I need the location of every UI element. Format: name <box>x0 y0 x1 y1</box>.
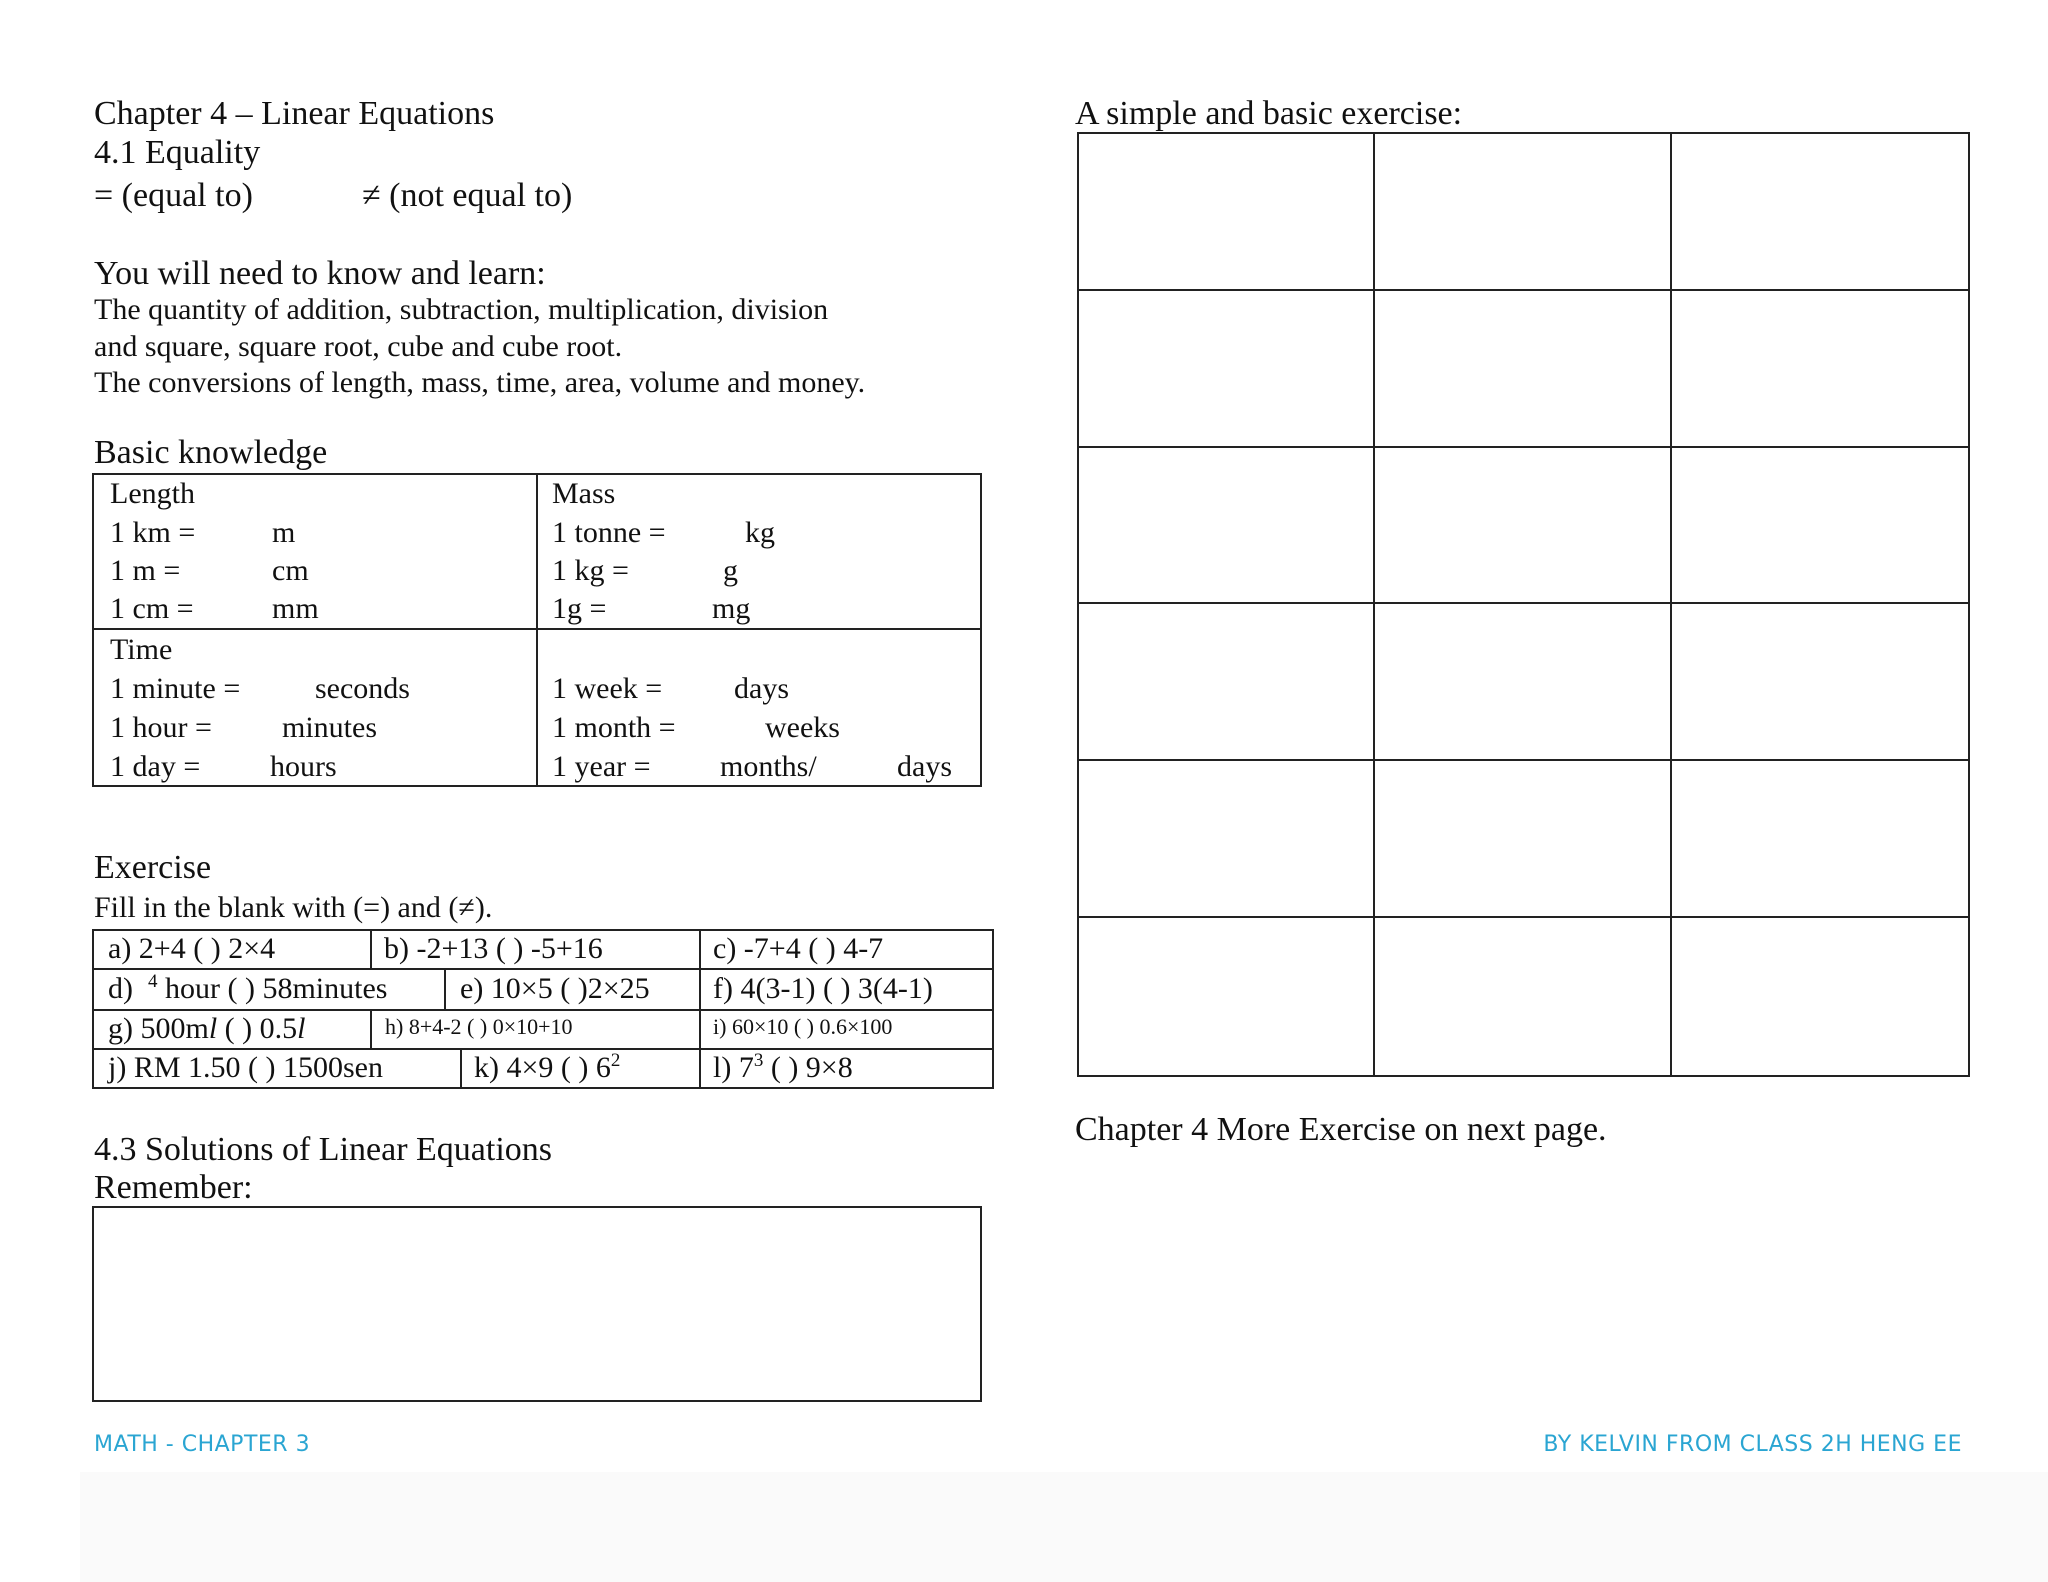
time-row-3-unit: hours <box>270 750 337 783</box>
exercise-k <box>474 1050 620 1086</box>
table-divider <box>444 968 446 1011</box>
exercise-l <box>713 1050 853 1086</box>
calendar-row-2-label: 1 month = <box>552 711 676 744</box>
time-row-3-label: 1 day = <box>110 750 201 783</box>
simple-exercise-heading: A simple and basic exercise: <box>1075 95 1463 132</box>
length-row-1-label: 1 km = <box>110 516 196 549</box>
table-divider <box>536 473 538 787</box>
mass-row-1-label: 1 tonne = <box>552 516 666 549</box>
exercise-g-unit-2: l <box>297 1012 306 1045</box>
exercise-k-exponent: 2 <box>610 1050 621 1071</box>
mass-row-3-label: 1g = <box>552 592 607 625</box>
exercise-g-pre: g) 500m <box>108 1012 209 1045</box>
calendar-row-1-unit: days <box>734 672 789 705</box>
calendar-row-3-unit-2: days <box>897 750 952 783</box>
know-line-2: and square, square root, cube and cube root. <box>94 330 623 363</box>
length-row-3-unit: mm <box>272 592 319 625</box>
exercise-l-text: l) 7 <box>713 1051 754 1084</box>
grid-cell <box>1672 291 1968 448</box>
table-divider <box>460 1048 462 1089</box>
exercise-f: f) 4(3-1) ( ) 3(4-1) <box>713 972 933 1005</box>
chapter-title: Chapter 4 – Linear Equations <box>94 95 495 132</box>
grid-cell <box>1672 448 1968 605</box>
grid-cell <box>1375 761 1671 918</box>
remember-box <box>92 1206 982 1402</box>
table-divider <box>370 929 372 970</box>
grid-cell <box>1375 291 1671 448</box>
footer-left: MATH - CHAPTER 3 <box>94 1432 311 1457</box>
mass-row-3-unit: mg <box>712 592 751 625</box>
length-row-2-unit: cm <box>272 554 309 587</box>
exercise-d-text: hour ( ) 58minutes <box>157 972 388 1005</box>
exercise-a: a) 2+4 ( ) 2×4 <box>108 932 276 965</box>
exercise-g-mid: ( ) 0.5 <box>217 1012 298 1045</box>
grid-cell <box>1672 604 1968 761</box>
table-divider <box>699 968 701 1011</box>
page-bottom-shade <box>80 1472 2048 1582</box>
footer-right: BY KELVIN FROM CLASS 2H HENG EE <box>1543 1432 1962 1457</box>
table-divider <box>699 1048 701 1089</box>
exercise-b: b) -2+13 ( ) -5+16 <box>384 932 603 965</box>
grid-cell <box>1375 604 1671 761</box>
not-equal-sign-text: ≠ (not equal to) <box>362 177 573 214</box>
know-heading: You will need to know and learn: <box>94 255 546 292</box>
exercise-d-fraction: 4 <box>148 971 158 992</box>
calendar-row-3-label: 1 year = <box>552 750 651 783</box>
table-divider <box>699 1009 701 1050</box>
mass-title: Mass <box>552 477 616 510</box>
know-line-1: The quantity of addition, subtraction, multiplication, division <box>94 293 829 326</box>
length-row-2-label: 1 m = <box>110 554 181 587</box>
exercise-j: j) RM 1.50 ( ) 1500sen <box>108 1051 383 1084</box>
exercise-d <box>108 971 387 1007</box>
grid-cell <box>1079 291 1375 448</box>
time-row-2-label: 1 hour = <box>110 711 212 744</box>
grid-cell <box>1375 448 1671 605</box>
more-exercise-note: Chapter 4 More Exercise on next page. <box>1075 1111 1607 1148</box>
exercise-grid <box>1077 132 1970 1077</box>
mass-row-2-unit: g <box>723 554 738 587</box>
grid-cell <box>1079 134 1375 291</box>
calendar-row-2-unit: weeks <box>765 711 840 744</box>
grid-cell <box>1672 134 1968 291</box>
calendar-row-3-unit: months/ <box>720 750 817 783</box>
length-row-1-unit: m <box>272 516 296 549</box>
solutions-heading: 4.3 Solutions of Linear Equations <box>94 1131 553 1168</box>
grid-cell <box>1079 604 1375 761</box>
length-title: Length <box>110 477 195 510</box>
exercise-instruction: Fill in the blank with (=) and (≠). <box>94 891 493 924</box>
time-row-1-unit: seconds <box>315 672 410 705</box>
grid-cell <box>1672 918 1968 1075</box>
exercise-h: h) 8+4-2 ( ) 0×10+10 <box>385 1014 573 1039</box>
equal-sign-text: = (equal to) <box>94 177 253 214</box>
grid-cell <box>1079 448 1375 605</box>
grid-cell <box>1672 761 1968 918</box>
grid-cell <box>1375 918 1671 1075</box>
time-row-2-unit: minutes <box>282 711 377 744</box>
mass-row-1-unit: kg <box>745 516 775 549</box>
table-divider <box>699 929 701 970</box>
exercise-c: c) -7+4 ( ) 4-7 <box>713 932 884 965</box>
table-divider <box>92 628 982 630</box>
basic-knowledge-heading: Basic knowledge <box>94 434 328 471</box>
time-row-1-label: 1 minute = <box>110 672 241 705</box>
grid-cell <box>1079 761 1375 918</box>
exercise-l-exponent: 3 <box>753 1050 764 1071</box>
exercise-heading: Exercise <box>94 849 212 886</box>
know-line-3: The conversions of length, mass, time, area, volume and money. <box>94 366 866 399</box>
exercise-k-text: k) 4×9 ( ) 6 <box>474 1051 611 1084</box>
length-row-3-label: 1 cm = <box>110 592 194 625</box>
table-divider <box>92 968 994 970</box>
time-title: Time <box>110 633 173 666</box>
exercise-g-unit-1: l <box>208 1012 218 1045</box>
remember-label: Remember: <box>94 1169 253 1206</box>
exercise-d-label: d) <box>108 972 133 1005</box>
exercise-e: e) 10×5 ( )2×25 <box>460 972 650 1005</box>
exercise-i: i) 60×10 ( ) 0.6×100 <box>713 1014 893 1039</box>
exercise-l-post: ( ) 9×8 <box>763 1051 853 1084</box>
table-divider <box>370 1009 372 1050</box>
grid-cell <box>1079 918 1375 1075</box>
grid-cell <box>1375 134 1671 291</box>
calendar-row-1-label: 1 week = <box>552 672 663 705</box>
mass-row-2-label: 1 kg = <box>552 554 629 587</box>
exercise-g <box>108 1011 306 1047</box>
section-equality: 4.1 Equality <box>94 134 261 171</box>
